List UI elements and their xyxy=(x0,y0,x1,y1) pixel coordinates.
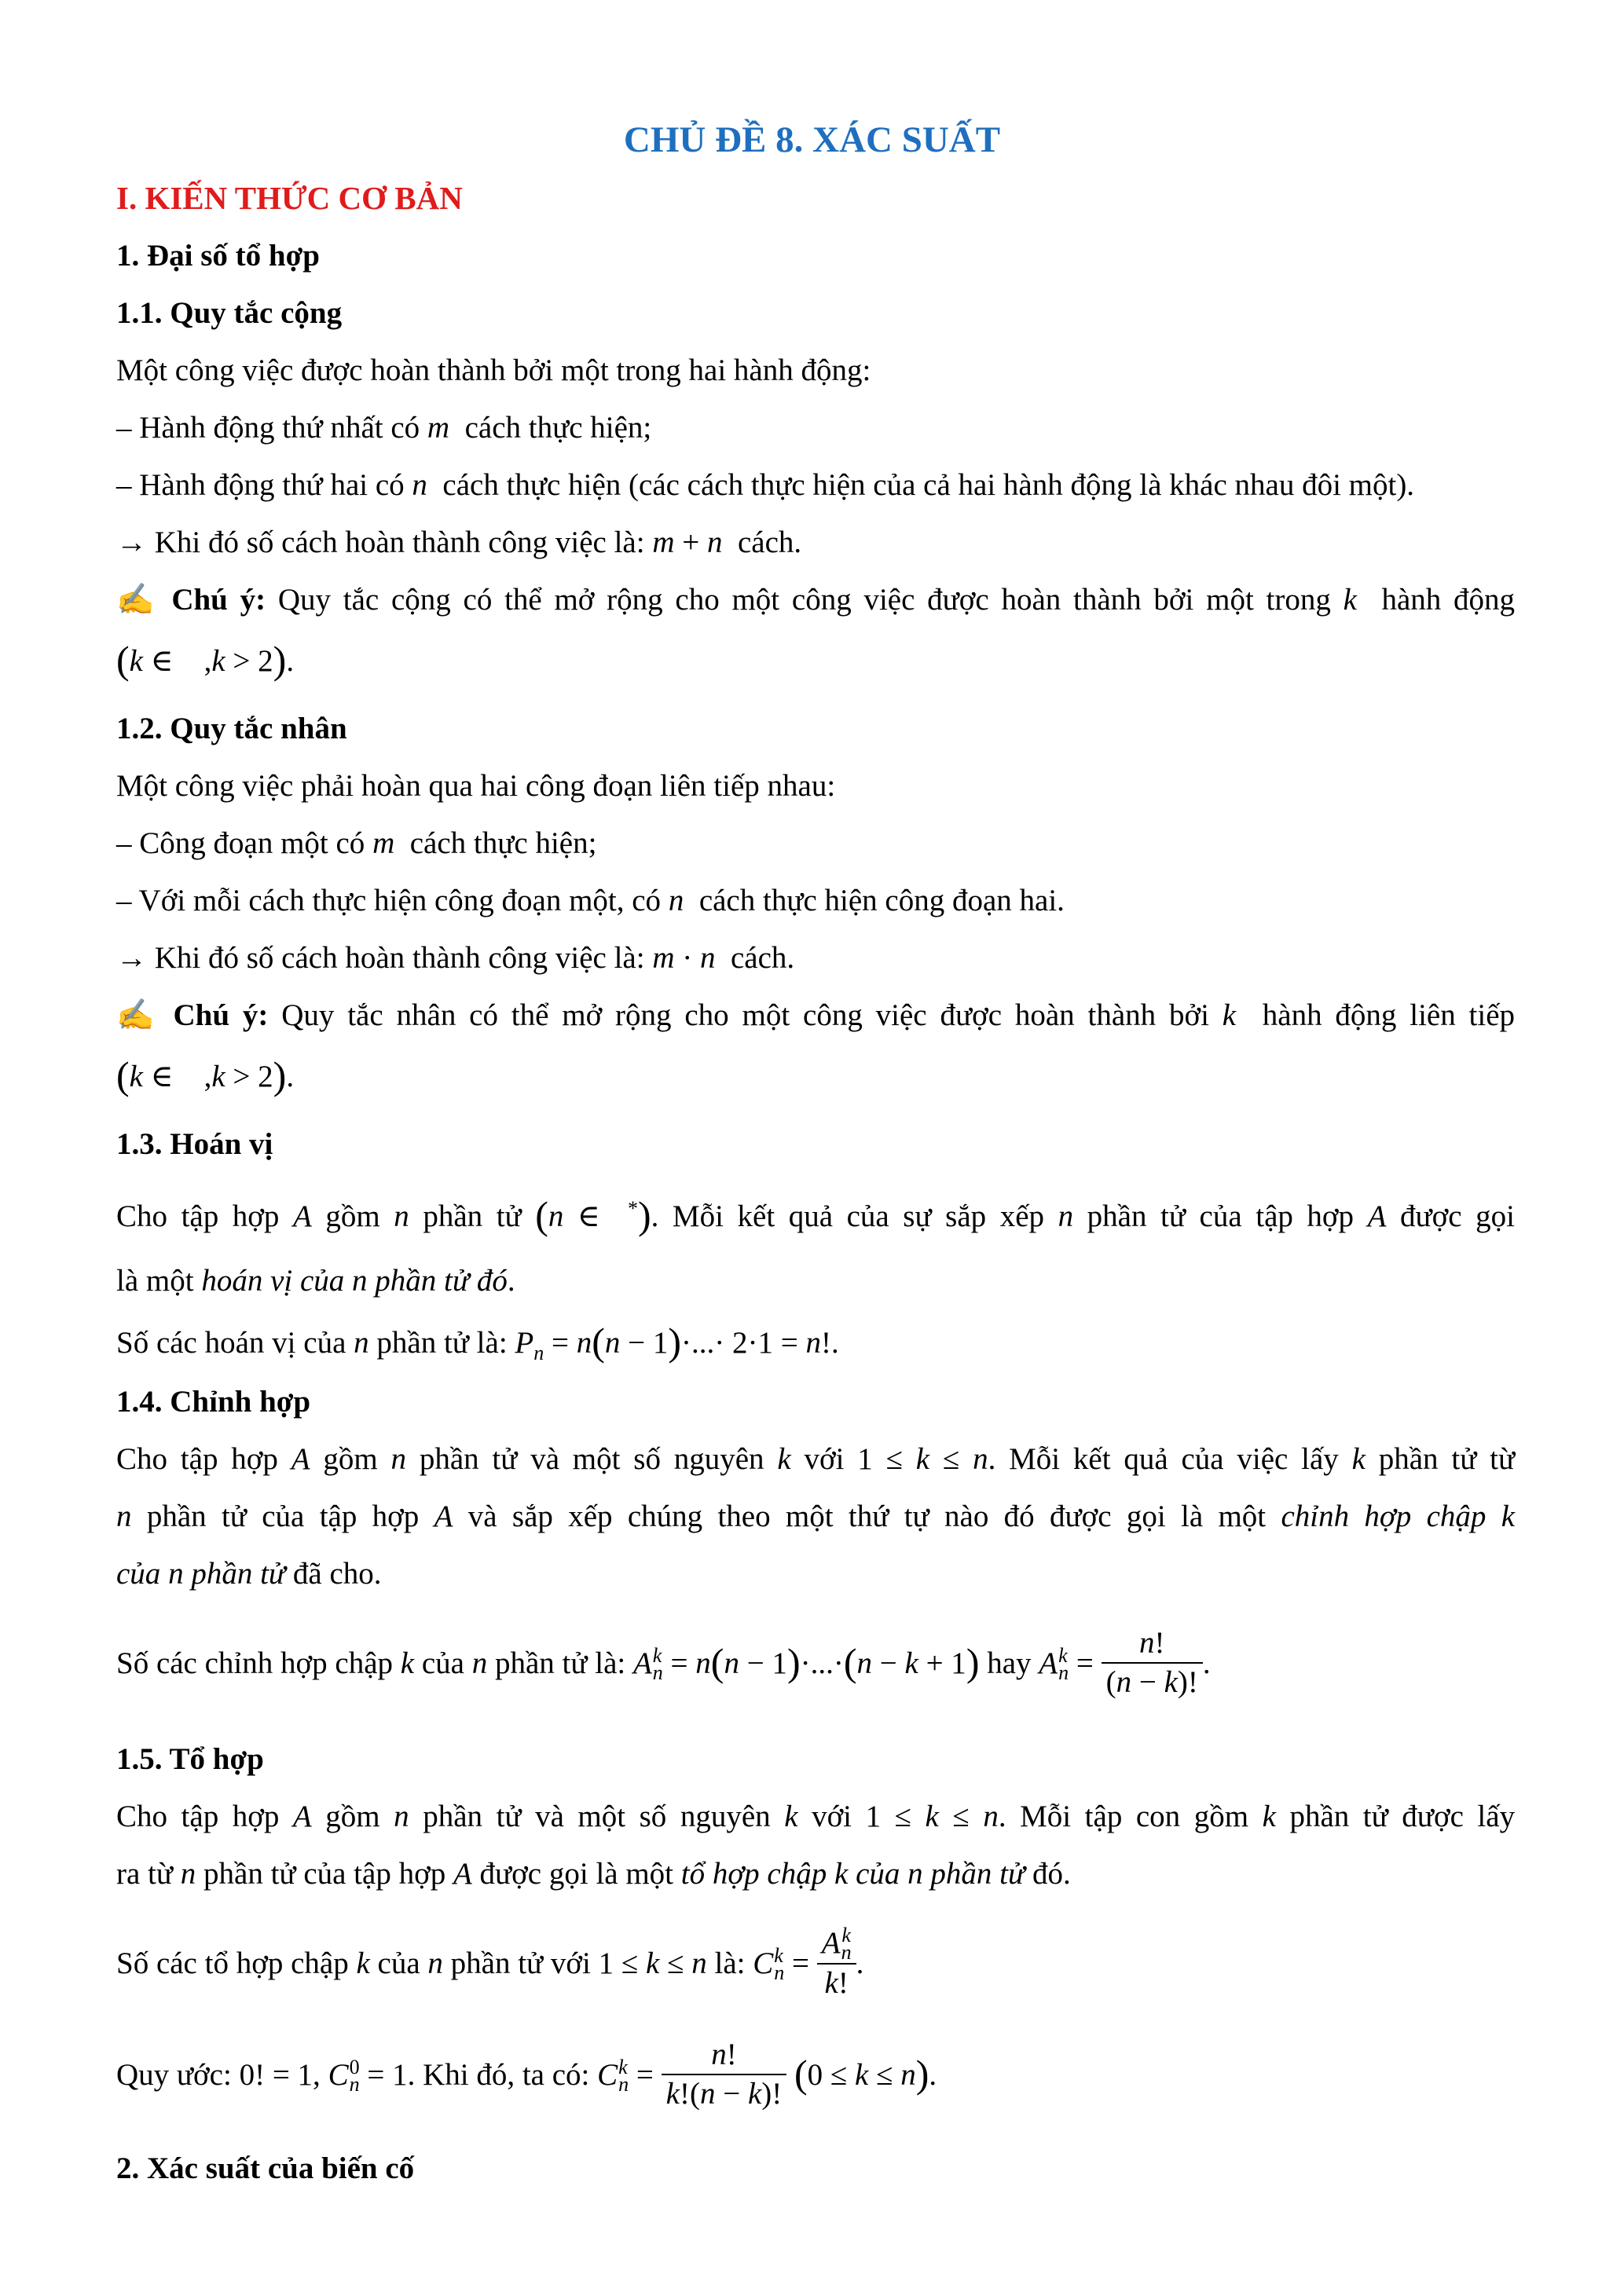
paragraph-addition-intro: Một công việc được hoàn thành bởi một trong hai hành động: xyxy=(116,353,871,387)
paragraph-multiplication-result: → Khi đó số cách hoàn thành công việc là: m · n cách. xyxy=(116,941,795,975)
page-title: CHỦ ĐỀ 8. XÁC SUẤT xyxy=(623,119,1001,160)
heading-combinatorics: 1. Đại số tổ hợp xyxy=(116,239,320,273)
heading-addition-rule: 1.1. Quy tắc cộng xyxy=(116,296,343,330)
formula-multiplication-condition: (k ∈ ,k > 2). xyxy=(116,1053,295,1097)
section-heading-basic-knowledge: I. KIẾN THỨC CƠ BẢN xyxy=(116,180,463,216)
paragraph-permutation-count: Số các hoán vị của n phần tử là: $P_n = n(n - 1)\cdot...\cdot 2\cdot 1 = n$!. xyxy=(116,1320,839,1364)
paragraph-multiplication-intro: Một công việc phải hoàn qua hai công đoạn liên tiếp nhau: xyxy=(116,769,836,803)
formula-addition-condition: (k ∈ ,k > 2). xyxy=(116,638,295,682)
paragraph-multiplication-item-1: – Công đoạn một có m cách thực hiện; xyxy=(116,826,597,860)
pencil-note-icon: ✍ xyxy=(116,998,160,1032)
paragraph-arrangement-definition-3: của n phần tử đã cho. xyxy=(116,1557,382,1591)
formula-combination-count: Số các tổ hợp chập k của n phần tử với 1 ≤ k ≤ n là: C k n = A k n k! . xyxy=(116,1923,864,2000)
heading-permutation: 1.3. Hoán vị xyxy=(116,1127,273,1161)
paragraph-multiplication-item-2: – Với mỗi cách thực hiện công đoạn một, có n cách thực hiện công đoạn hai. xyxy=(116,884,1065,917)
formula-arrangement-count: Số các chỉnh hợp chập k của n phần tử là: A k n = n(n − 1)·...·(n − k + 1) hay A k n = $\frac{n!}{(n - k)!}$ . xyxy=(116,1626,1211,1699)
paragraph-addition-item-1: – Hành động thứ nhất có m cách thực hiện; xyxy=(116,411,652,445)
heading-arrangement: 1.4. Chỉnh hợp xyxy=(116,1385,311,1419)
note-addition-rule: ✍ Chú ý: Quy tắc cộng có thể mở rộng cho một công việc được hoàn thành bởi một trong k hành động xyxy=(116,583,1515,617)
paragraph-combination-definition-1: Cho tập hợp A gồm n phần tử và một số nguyên k với 1 ≤ k ≤ n. Mỗi tập con gồm k phần tử được lấy xyxy=(116,1800,1516,1833)
paragraph-arrangement-definition-1: Cho tập hợp A gồm n phần tử và một số nguyên k với 1 ≤ k ≤ n. Mỗi kết quả của việc lấy k phần tử từ xyxy=(116,1442,1516,1476)
paragraph-arrangement-definition-2: n phần tử của tập hợp A và sắp xếp chúng theo một thứ tự nào đó được gọi là một chỉnh hợp chập k xyxy=(116,1500,1516,1533)
heading-combination: 1.5. Tổ hợp xyxy=(116,1742,264,1776)
paragraph-permutation-term: là một hoán vị của n phần tử đó. xyxy=(116,1264,515,1298)
paragraph-permutation-definition: Cho tập hợp A gồm n phần tử (n ∈ *). Mỗi kết quả của sự sắp xếp n phần tử của tập hợp A được gọi xyxy=(116,1193,1515,1237)
heading-event-probability: 2. Xác suất của biến cố xyxy=(116,2151,415,2185)
formula-combination-convention: Quy ước: 0! = 1, C 0 n = 1. Khi đó, ta có: C k n = $\frac{n!}{k!(n - k)!}$ (0 ≤ k ≤ n). xyxy=(116,2038,937,2111)
pencil-note-icon: ✍ xyxy=(116,583,159,617)
heading-multiplication-rule: 1.2. Quy tắc nhân xyxy=(116,712,347,745)
paragraph-addition-result: → Khi đó số cách hoàn thành công việc là: m + n cách. xyxy=(116,525,802,559)
note-multiplication-rule: ✍ Chú ý: Quy tắc nhân có thể mở rộng cho một công việc được hoàn thành bởi k hành động liên tiếp xyxy=(116,998,1516,1032)
paragraph-addition-item-2: – Hành động thứ hai có n cách thực hiện (các cách thực hiện của cả hai hành động là khác nhau đôi một). xyxy=(116,468,1415,502)
paragraph-combination-definition-2: ra từ n phần tử của tập hợp A được gọi là một tổ hợp chập k của n phần tử đó. xyxy=(116,1857,1071,1891)
